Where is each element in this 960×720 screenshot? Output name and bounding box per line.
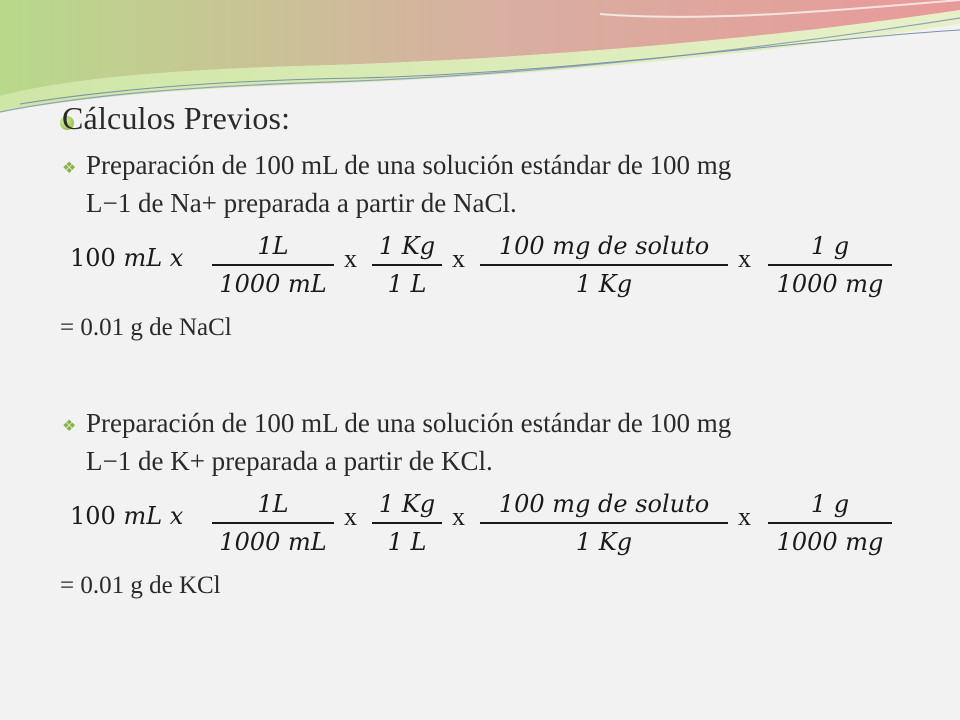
- diamond-bullet-icon: ❖: [62, 418, 77, 435]
- fraction-liter: 1L 1000 mL: [212, 486, 334, 560]
- equation-2-lead: 100 mL x: [70, 502, 184, 530]
- times-sign: x: [738, 502, 751, 531]
- equation-2: [70, 486, 900, 566]
- section-2-result: = 0.01 g de KCl: [60, 572, 221, 599]
- section-2-text: [86, 404, 906, 480]
- section-2-line-2: L−1 de K+ preparada a partir de KCl.: [86, 446, 493, 476]
- times-sign: x: [344, 244, 357, 273]
- fraction-kg-per-l: 1 Kg 1 L: [372, 486, 442, 560]
- fraction-mg-per-kg: 100 mg de soluto 1 Kg: [480, 228, 728, 302]
- fraction-kg-per-l: 1 Kg 1 L: [372, 228, 442, 302]
- section-1-line-1: Preparación de 100 mL de una solución estándar de 100 mg: [86, 150, 732, 180]
- slide-title: Cálculos Previos:: [62, 100, 291, 136]
- section-2-line-1: Preparación de 100 mL de una solución estándar de 100 mg: [86, 408, 732, 438]
- section-1-line-2: L−1 de Na+ preparada a partir de NaCl.: [86, 188, 517, 218]
- times-sign: x: [452, 244, 465, 273]
- fraction-g-per-mg: 1 g 1000 mg: [768, 228, 892, 302]
- equation-1-lead: 100 mL x: [70, 244, 184, 272]
- section-1-result: = 0.01 g de NaCl: [60, 314, 232, 341]
- times-sign: x: [452, 502, 465, 531]
- section-1-text: [86, 146, 906, 222]
- diamond-bullet-icon: ❖: [62, 160, 77, 177]
- equation-1: [70, 228, 900, 308]
- fraction-mg-per-kg: 100 mg de soluto 1 Kg: [480, 486, 728, 560]
- fraction-liter: 1L 1000 mL: [212, 228, 334, 302]
- times-sign: x: [738, 244, 751, 273]
- fraction-g-per-mg: 1 g 1000 mg: [768, 486, 892, 560]
- times-sign: x: [344, 502, 357, 531]
